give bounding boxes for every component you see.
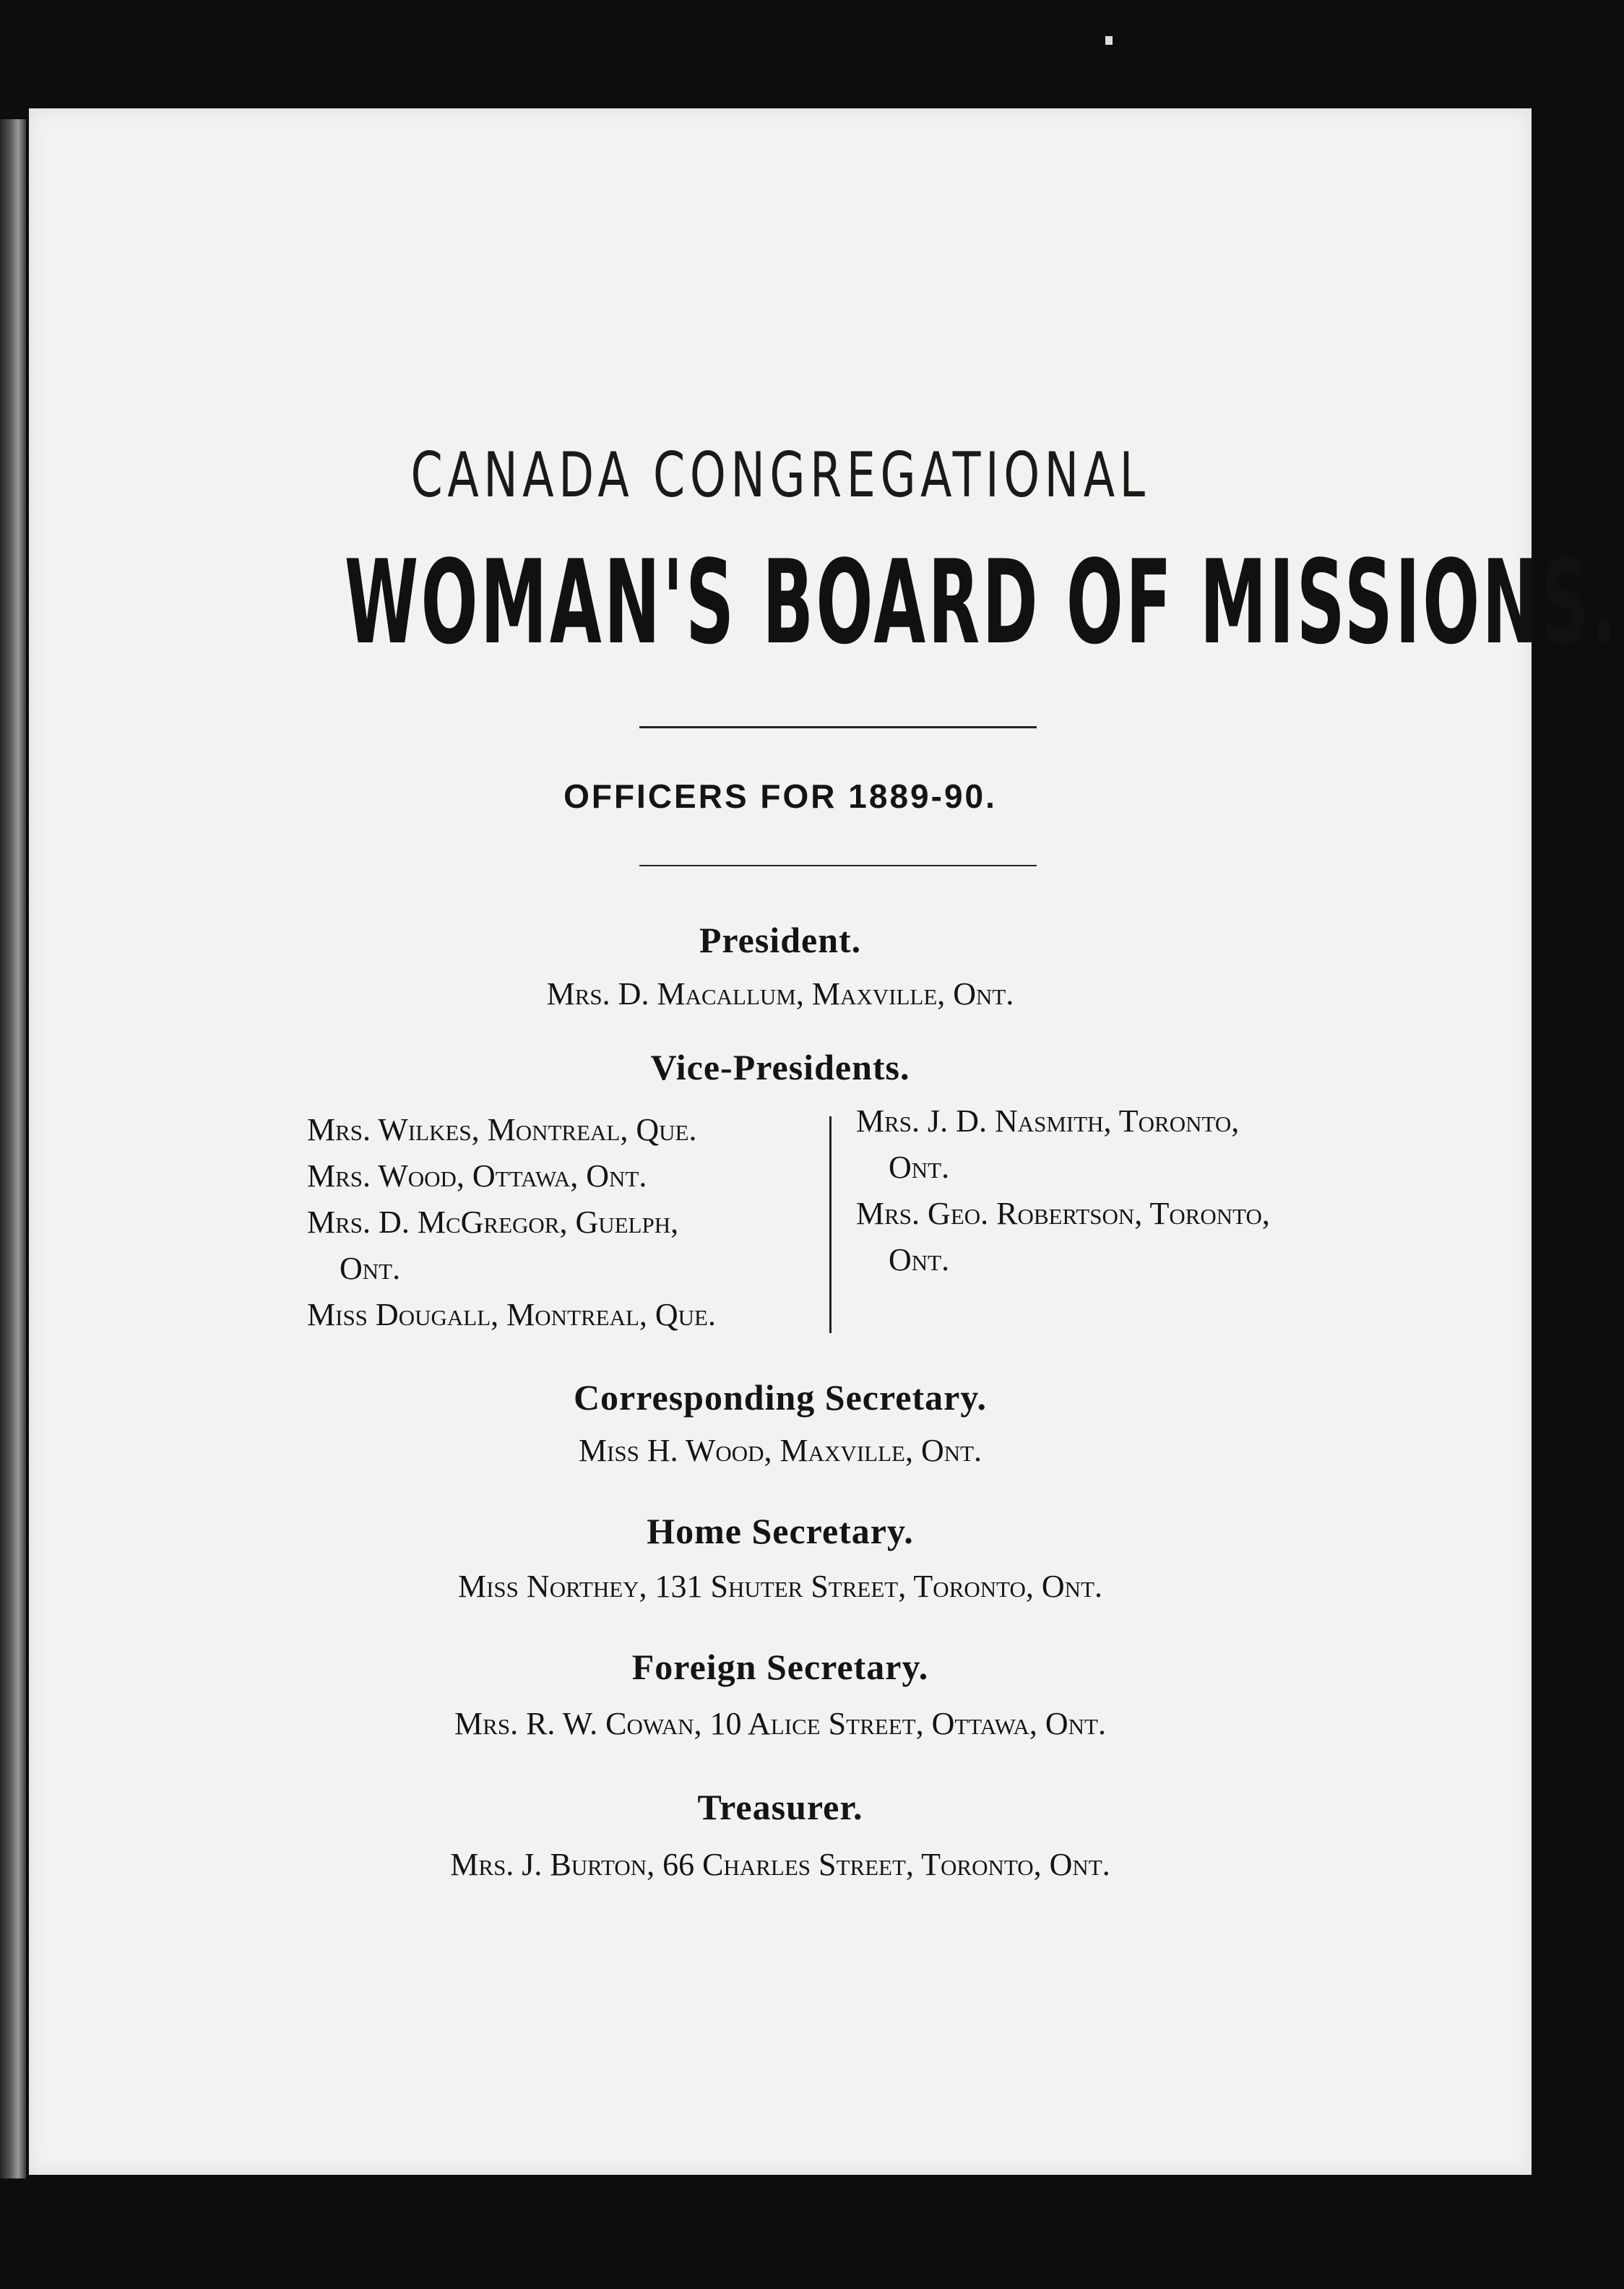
vice-president-entry: Mrs. Wilkes, Montreal, Que. [307, 1112, 697, 1147]
foreign-secretary-heading: Foreign Secretary. [631, 1647, 929, 1687]
bottom-rule [639, 865, 1037, 866]
president-entry: Mrs. D. Macallum, Maxville, Ont. [546, 976, 1014, 1012]
column-divider [829, 1116, 832, 1333]
foreign-secretary-entry: Mrs. R. W. Cowan, 10 Alice Street, Ottawa, Ont. [454, 1706, 1106, 1741]
vice-president-entry: Miss Dougall, Montreal, Que. [307, 1297, 716, 1332]
scan-speck [1105, 36, 1113, 45]
home-secretary-heading: Home Secretary. [647, 1511, 914, 1551]
vice-presidents-left-column [307, 1107, 716, 1338]
document-title: WOMAN'S BOARD OF MISSIONS. [344, 535, 1620, 670]
vice-president-entry: Mrs. Wood, Ottawa, Ont. [307, 1158, 647, 1194]
vice-presidents-right-column [856, 1098, 1270, 1283]
vice-president-entry: Mrs. Geo. Robertson, Toronto, [856, 1196, 1270, 1231]
document-subtitle: CANADA CONGREGATIONAL [410, 439, 1150, 512]
vice-presidents-heading: Vice-Presidents. [650, 1047, 910, 1087]
vice-president-entry-continuation: Ont. [340, 1251, 401, 1286]
vice-president-entry-continuation: Ont. [889, 1242, 950, 1277]
officers-heading: OFFICERS FOR 1889-90. [563, 777, 997, 815]
corresponding-secretary-entry: Miss H. Wood, Maxville, Ont. [578, 1433, 982, 1468]
book-spine-edge [0, 119, 26, 2178]
home-secretary-entry: Miss Northey, 131 Shuter Street, Toronto, Ont. [457, 1569, 1103, 1604]
top-rule [639, 726, 1037, 728]
document-page [29, 108, 1620, 2175]
vice-president-entry: Mrs. D. McGregor, Guelph, [307, 1204, 679, 1240]
corresponding-secretary-heading: Corresponding Secretary. [573, 1377, 988, 1418]
vice-president-entry: Mrs. J. D. Nasmith, Toronto, [856, 1103, 1240, 1139]
treasurer-entry: Mrs. J. Burton, 66 Charles Street, Toronto, Ont. [450, 1847, 1110, 1882]
president-heading: President. [699, 920, 862, 960]
treasurer-heading: Treasurer. [697, 1787, 863, 1827]
vice-president-entry-continuation: Ont. [889, 1150, 950, 1185]
